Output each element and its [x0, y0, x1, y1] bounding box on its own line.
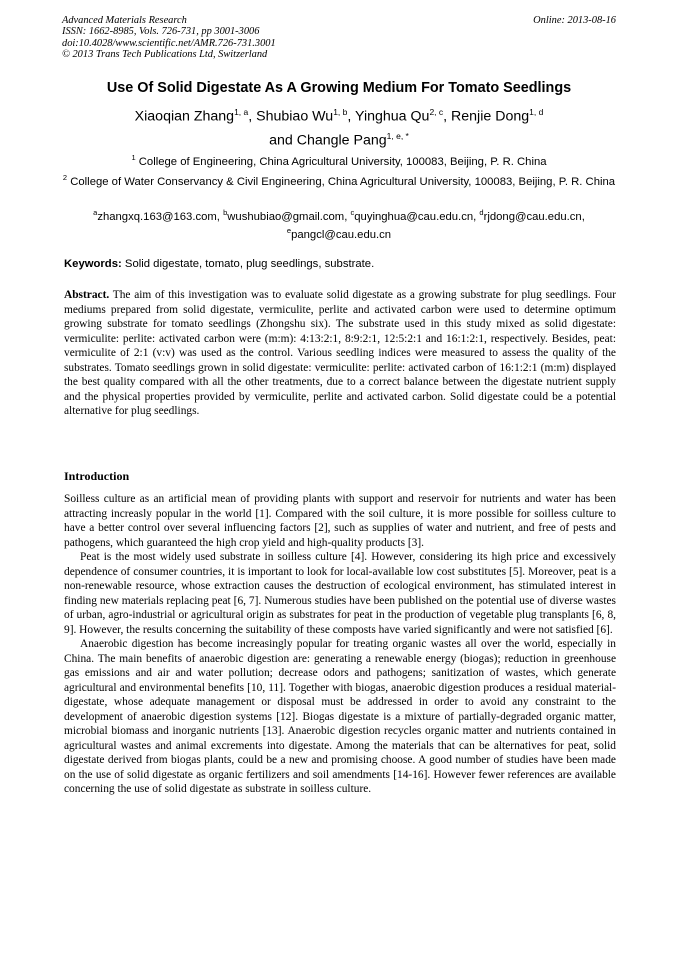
author-sup: 1, d: [529, 107, 544, 117]
abstract-text: The aim of this investigation was to evaluate solid digestate as a growing substrate for plug seedlings. Four mediums prepared from solid digestate, vermiculite, perlite and activated carbon were used to determine optimum growing substrate for tomato seedlings (Zhongshu six). The substrate used in this study mixed as solid digestate: vermiculite: perlite: activated carbon were (m:m): 4:13:2:1, 8:9:2:1, 12:5:2:1 and 16:1:2:1, respectively. Besides, peat: vermiculite of 2:1 (v:v) was used as the control. Various seedling indices were measured to assess the quality of the substrates. Tomato seedlings grown in solid digestate: vermiculite: perlite: activated carbon of 16:1:2:1 (m:m) displayed the best quality compared with all the other treatments, due to a correct balance between the digestate nutrient supply and the physical properties provided by vermiculite, perlite and activated carbon. Solid digestate could be a potential alternative for plug seedlings.: [64, 289, 616, 418]
author-sup: 1, b: [333, 107, 348, 117]
author-line-2: [0, 127, 678, 151]
paragraph: Soilless culture as an artificial mean of providing plants with support and reservoir for nutrients and water has been attracting increasly popular in the world [1]. Compared with the soil culture, it is more possible for soilless culture to have a better control over several influencing factors [2], such as supplies of water and nutrient, and free of pests and pathogens, which guaranteed the high crop yield and high-quality products [3].: [64, 493, 616, 549]
email-text: pangcl@cau.edu.cn: [291, 228, 392, 241]
abstract-label: Abstract.: [64, 289, 110, 301]
doi-line: doi:10.4028/www.scientific.net/AMR.726-731.3001: [62, 37, 276, 49]
keywords-label: Keywords:: [64, 258, 122, 270]
affiliation-1: [62, 150, 616, 170]
author-name: Yinghua Qu: [355, 108, 430, 125]
affiliation-text: College of Water Conservancy & Civil Engineering, China Agricultural University, 100083, Beijing, P. R. China: [70, 175, 616, 188]
email-text: rjdong@cau.edu.cn,: [483, 210, 585, 223]
affiliation-sup: 1: [131, 153, 136, 162]
email-sup: c: [350, 208, 355, 217]
email-text: zhangxq.163@163.com,: [97, 210, 224, 223]
keywords: [64, 258, 616, 270]
abstract: [64, 288, 616, 419]
journal-header: [62, 15, 276, 61]
issn-line: ISSN: 1662-8985, Vols. 726-731, pp 3001-3006: [62, 26, 260, 38]
affiliation-sup: 2: [62, 173, 68, 182]
email-list: [62, 206, 616, 242]
online-date: Online: 2013-08-16: [533, 15, 616, 26]
journal-name: Advanced Materials Research: [62, 15, 187, 26]
author-line-1: [0, 103, 678, 127]
introduction-heading: Introduction: [64, 469, 130, 483]
paragraph: Peat is the most widely used substrate in soilless culture [4]. However, considering its high price and excessively dependence of consumer countries, it is important to look for local-available low cost substitutes [5]. Moreover, peat is a non-renewable resource, whose extraction causes the destruction of ecological environment, has stimulated interest in finding new materials replacing peat [6, 7]. Numerous studies have been published on the potential use of diverse wastes of urban, agro-industrial or agricultural origin as substrates for peat in the production of vegetable plug transplants [6, 8, 9]. However, the results concerning the suitability of these composts have varied significantly and were not satisfied [6].: [64, 551, 616, 636]
author-sup: 1, a: [234, 107, 249, 117]
email-sup: d: [479, 208, 484, 217]
author-separator: ,: [347, 108, 356, 125]
email-sup: a: [93, 208, 98, 217]
author-name: Shubiao Wu: [256, 108, 334, 125]
paragraph: Anaerobic digestion has become increasingly popular for treating organic wastes all over the world, especially in China. The main benefits of anaerobic digestion are: generating a renewable energy (biogas); reduction in greenhouse gas emissions and air and water pollution; decrease odors and pathogens; sanitization of wastes, which generate agricultural and environmental benefits [10, 11]. Together with biogas, anaerobic digestion produces a residual material-digestate, whose adequate management or disposal must be addressed in order to avoid any constraint to the development of anaerobic digestion systems [12]. Biogas digestate is a mixture of partially-degraded organic matter, microbial biomass and inorganic nutrients [13]. Anaerobic digestion recycles organic matter and nutrients contained in agricultural wastes and animal excrements into digestate. Among the materials that can be alternatives for peat, solid digestate derived from biogas plants, could be a new and promising choose. A good number of studies have been made on the use of solid digestate as organic fertilizers and soil amendments [14-16]. However fewer references are available concerning the use of solid digestate as substrate in soilless culture.: [64, 638, 616, 796]
author-separator: ,: [443, 108, 452, 125]
copyright-line: © 2013 Trans Tech Publications Ltd, Switzerland: [62, 49, 268, 61]
author-list: [0, 103, 678, 150]
email-sup: e: [286, 225, 292, 235]
affiliation-2: [62, 170, 616, 190]
email-text: wushubiao@gmail.com,: [227, 210, 351, 223]
author-name: Renjie Dong: [451, 108, 530, 125]
author-sup: 1, e, *: [386, 130, 409, 141]
keywords-text: Solid digestate, tomato, plug seedlings, substrate.: [121, 258, 375, 270]
author-sup: 2, c: [429, 107, 444, 117]
affiliation-text: College of Engineering, China Agricultural University, 100083, Beijing, P. R. China: [138, 155, 547, 168]
paper-title: Use Of Solid Digestate As A Growing Medium For Tomato Seedlings: [106, 80, 572, 96]
author-name: and Changle Pang: [269, 132, 387, 149]
email-sup: b: [223, 208, 228, 217]
author-separator: ,: [248, 108, 257, 125]
author-name: Xiaoqian Zhang: [134, 108, 235, 125]
email-text: quyinghua@cau.edu.cn,: [354, 210, 480, 223]
introduction-body: [64, 492, 616, 797]
